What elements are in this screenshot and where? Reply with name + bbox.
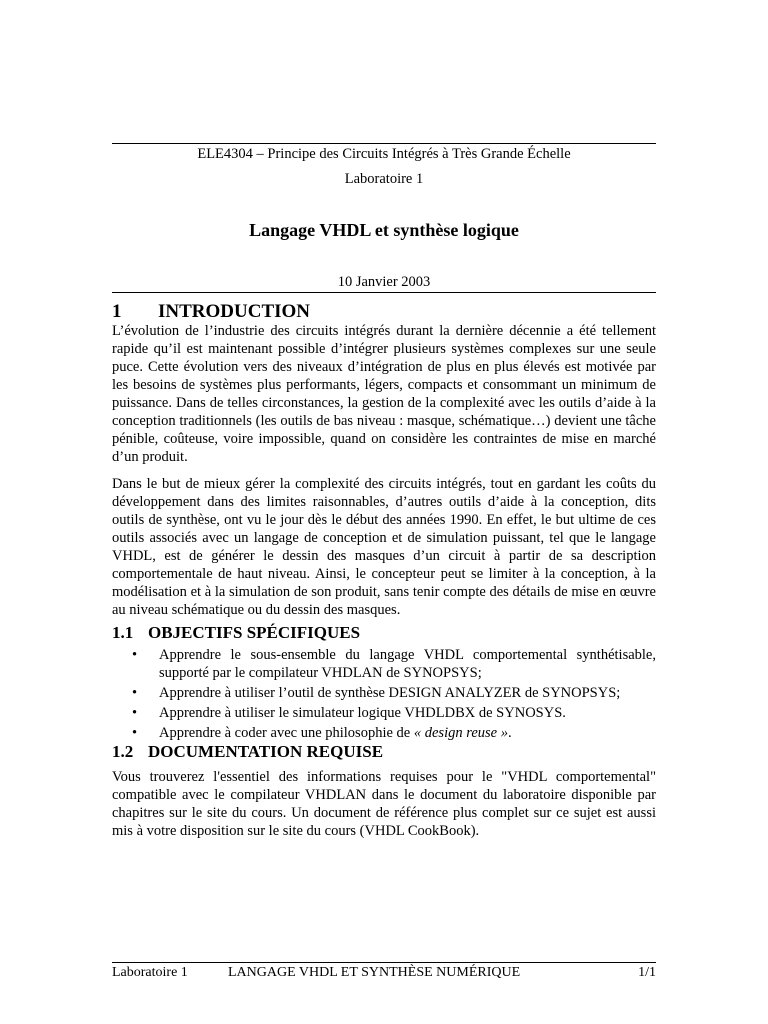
course-title: ELE4304 – Principe des Circuits Intégrés à Très Grande Échelle (197, 146, 571, 162)
bullet-icon: • (132, 647, 138, 663)
objectives-list (132, 646, 656, 744)
bullet-icon: • (132, 685, 138, 701)
section-1-2-title: DOCUMENTATION REQUISE (148, 742, 384, 761)
list-item-text: Apprendre à coder avec une philosophie de (159, 725, 414, 741)
section-1-title: INTRODUCTION (158, 301, 311, 322)
list-item-text: Apprendre le sous-ensemble du langage VHDL comportemental synthétisable, supporté par le compilateur VHDLAN de SYNOPSYS; (159, 647, 656, 681)
list-item-text: Apprendre à utiliser le simulateur logique VHDLDBX de SYNOSYS. (159, 705, 566, 721)
intro-paragraph-2: Dans le but de mieux gérer la complexité des circuits intégrés, tout en gardant les coûts du développement dans des limites raisonnables, d’autres outils d’aide à la conception, dits outils de synthèse, ont vu le jour dès le début des années 1990. En effet, le but ultime de ces outils associés avec un langage de conception et de simulation puissant, tel que le langage VHDL, est de générer le dessin des masques d’un circuit à partir de sa description comportementale de haut niveau. Ainsi, le concepteur peut se limiter à la conception, à la modélisation et à la simulation de son produit, sans tenir compte des détails de mise en œuvre au niveau schématique ou du dessin des masques. (112, 476, 656, 618)
section-1-1-number: 1.1 (112, 623, 134, 642)
bullet-icon: • (132, 725, 138, 741)
list-item (132, 646, 656, 682)
date-rule (112, 292, 656, 293)
list-item-text: Apprendre à utiliser l’outil de synthèse DESIGN ANALYZER de SYNOPSYS; (159, 685, 621, 701)
footer-rule (112, 962, 656, 963)
lab-label: Laboratoire 1 (344, 171, 424, 187)
document-title: Langage VHDL et synthèse logique (249, 220, 519, 240)
section-1-2-heading (112, 741, 383, 763)
footer-lab-label: Laboratoire 1 (112, 965, 188, 980)
bullet-icon: • (132, 705, 138, 721)
section-1-1-title: OBJECTIFS SPÉCIFIQUES (148, 623, 361, 642)
section-1-1-heading (112, 622, 360, 644)
list-item (132, 704, 656, 722)
list-item-suffix: . (507, 725, 512, 741)
header-top-rule (112, 143, 656, 144)
section-1-2-number: 1.2 (112, 742, 134, 761)
document-date: 10 Janvier 2003 (337, 274, 431, 290)
design-reuse-emphasis: « design reuse » (413, 725, 508, 741)
intro-paragraph-1: L’évolution de l’industrie des circuits intégrés durant la dernière décennie a été tellement rapide qu’il est maintenant possible d’intégrer plusieurs systèmes complexes sur une seule puce. Cette évolution vers des niveaux d’intégration de plus en plus élevés est motivée par les besoins de systèmes plus performants, légers, compacts et consommant un minimum de puissance. Dans de telles circonstances, la gestion de la complexité avec les outils d’aide à la conception traditionnels (les outils de bas niveau : masque, schématique…) devient une tâche pénible, coûteuse, voire impossible, quand on considère les contraintes de mise en marché d’un produit. (112, 323, 656, 465)
footer-title: LANGAGE VHDL ET SYNTHÈSE NUMÉRIQUE (228, 965, 521, 980)
page-number: 1/1 (638, 965, 656, 980)
list-item (132, 724, 656, 742)
section-1-number: 1 (112, 301, 122, 322)
list-item (132, 684, 656, 702)
documentation-paragraph: Vous trouverez l'essentiel des informations requises pour le "VHDL comportemental" compatible avec le compilateur VHDLAN dans le document du laboratoire disponible par chapitres sur le site du cours. Un document de référence plus complet sur ce sujet est aussi mis à votre disposition sur le site du cours (VHDL CookBook). (112, 769, 656, 839)
